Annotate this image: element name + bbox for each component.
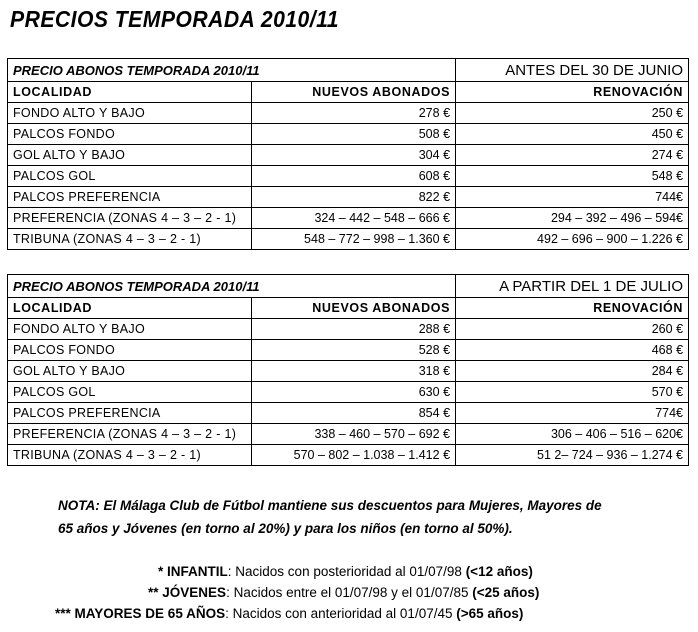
- cell-nuevos: 324 – 442 – 548 – 666 €: [252, 208, 456, 229]
- table-row: [8, 361, 689, 382]
- cell-renovacion: 492 – 696 – 900 – 1.226 €: [456, 229, 689, 250]
- cell-localidad: TRIBUNA (ZONAS 4 – 3 – 2 - 1): [8, 229, 252, 250]
- definition-text: : Nacidos entre el 01/07/98 y el 01/07/85: [226, 585, 473, 600]
- table-header-row: [8, 275, 689, 298]
- cell-localidad: TRIBUNA (ZONAS 4 – 3 – 2 - 1): [8, 445, 252, 466]
- table-row: [8, 319, 689, 340]
- cell-renovacion: 744€: [456, 187, 689, 208]
- table-row: [8, 166, 689, 187]
- table-row: [8, 208, 689, 229]
- cell-localidad: FONDO ALTO Y BAJO: [8, 103, 252, 124]
- cell-localidad: GOL ALTO Y BAJO: [8, 145, 252, 166]
- definition-stars: *: [158, 564, 164, 579]
- table-row: [8, 103, 689, 124]
- cell-localidad: PALCOS GOL: [8, 382, 252, 403]
- table-row: [8, 403, 689, 424]
- cell-nuevos: 278 €: [252, 103, 456, 124]
- cell-localidad: GOL ALTO Y BAJO: [8, 361, 252, 382]
- definition-text: : Nacidos con anterioridad al 01/07/45: [225, 606, 457, 621]
- cell-localidad: PALCOS GOL: [8, 166, 252, 187]
- cell-nuevos: 338 – 460 – 570 – 692 €: [252, 424, 456, 445]
- cell-nuevos: 608 €: [252, 166, 456, 187]
- cell-localidad: PREFERENCIA (ZONAS 4 – 3 – 2 - 1): [8, 424, 252, 445]
- cell-localidad: PALCOS PREFERENCIA: [8, 403, 252, 424]
- definition-stars: **: [148, 585, 159, 600]
- definition-term: MAYORES DE 65 AÑOS: [74, 606, 226, 621]
- column-header-nuevos: NUEVOS ABONADOS: [252, 82, 456, 103]
- definition-range: (<25 años): [472, 585, 540, 600]
- price-table-after-july: [7, 274, 689, 466]
- cell-renovacion: 450 €: [456, 124, 689, 145]
- table-row: [8, 229, 689, 250]
- column-header-row: [8, 82, 689, 103]
- section-title: PRECIO ABONOS TEMPORADA 2010/11: [8, 275, 456, 298]
- cell-renovacion: 294 – 392 – 496 – 594€: [456, 208, 689, 229]
- definition-range: (>65 años): [456, 606, 524, 621]
- cell-renovacion: 284 €: [456, 361, 689, 382]
- cell-localidad: PALCOS PREFERENCIA: [8, 187, 252, 208]
- cell-localidad: PREFERENCIA (ZONAS 4 – 3 – 2 - 1): [8, 208, 252, 229]
- definition-mayores: [0, 603, 698, 624]
- table-header-row: [8, 59, 689, 82]
- cell-nuevos: 528 €: [252, 340, 456, 361]
- definition-stars: ***: [55, 606, 71, 621]
- column-header-nuevos: NUEVOS ABONADOS: [252, 298, 456, 319]
- period-label: A PARTIR DEL 1 DE JULIO: [456, 275, 689, 298]
- discount-note: [58, 494, 658, 540]
- definition-jovenes: [0, 582, 698, 603]
- definition-text: : Nacidos con posterioridad al 01/07/98: [227, 564, 466, 579]
- cell-localidad: FONDO ALTO Y BAJO: [8, 319, 252, 340]
- cell-renovacion: 250 €: [456, 103, 689, 124]
- column-header-localidad: LOCALIDAD: [8, 82, 252, 103]
- table-row: [8, 124, 689, 145]
- column-header-row: [8, 298, 689, 319]
- table-row: [8, 145, 689, 166]
- column-header-renovacion: RENOVACIÓN: [456, 298, 689, 319]
- cell-renovacion: 260 €: [456, 319, 689, 340]
- cell-nuevos: 854 €: [252, 403, 456, 424]
- cell-nuevos: 822 €: [252, 187, 456, 208]
- section-title: PRECIO ABONOS TEMPORADA 2010/11: [8, 59, 456, 82]
- table-row: [8, 445, 689, 466]
- age-definitions: [0, 561, 698, 624]
- page-title: PRECIOS TEMPORADA 2010/11: [10, 6, 340, 32]
- cell-renovacion: 774€: [456, 403, 689, 424]
- cell-renovacion: 274 €: [456, 145, 689, 166]
- table-row: [8, 382, 689, 403]
- cell-nuevos: 288 €: [252, 319, 456, 340]
- cell-nuevos: 508 €: [252, 124, 456, 145]
- cell-nuevos: 630 €: [252, 382, 456, 403]
- definition-term: JÓVENES: [162, 585, 227, 600]
- table-row: [8, 340, 689, 361]
- note-line: NOTA: El Málaga Club de Fútbol mantiene sus descuentos para Mujeres, Mayores de: [58, 498, 602, 513]
- column-header-localidad: LOCALIDAD: [8, 298, 252, 319]
- table-row: [8, 187, 689, 208]
- cell-nuevos: 304 €: [252, 145, 456, 166]
- definition-range: (<12 años): [465, 564, 533, 579]
- period-label: ANTES DEL 30 DE JUNIO: [456, 59, 689, 82]
- cell-localidad: PALCOS FONDO: [8, 124, 252, 145]
- cell-renovacion: 51 2– 724 – 936 – 1.274 €: [456, 445, 689, 466]
- cell-renovacion: 468 €: [456, 340, 689, 361]
- cell-nuevos: 570 – 802 – 1.038 – 1.412 €: [252, 445, 456, 466]
- definition-term: INFANTIL: [167, 564, 228, 579]
- column-header-renovacion: RENOVACIÓN: [456, 82, 689, 103]
- table-row: [8, 424, 689, 445]
- cell-nuevos: 548 – 772 – 998 – 1.360 €: [252, 229, 456, 250]
- cell-localidad: PALCOS FONDO: [8, 340, 252, 361]
- note-line: 65 años y Jóvenes (en torno al 20%) y para los niños (en torno al 50%).: [58, 521, 513, 536]
- cell-nuevos: 318 €: [252, 361, 456, 382]
- cell-renovacion: 548 €: [456, 166, 689, 187]
- cell-renovacion: 306 – 406 – 516 – 620€: [456, 424, 689, 445]
- definition-infantil: [0, 561, 698, 582]
- cell-renovacion: 570 €: [456, 382, 689, 403]
- price-table-before-june: [7, 58, 689, 250]
